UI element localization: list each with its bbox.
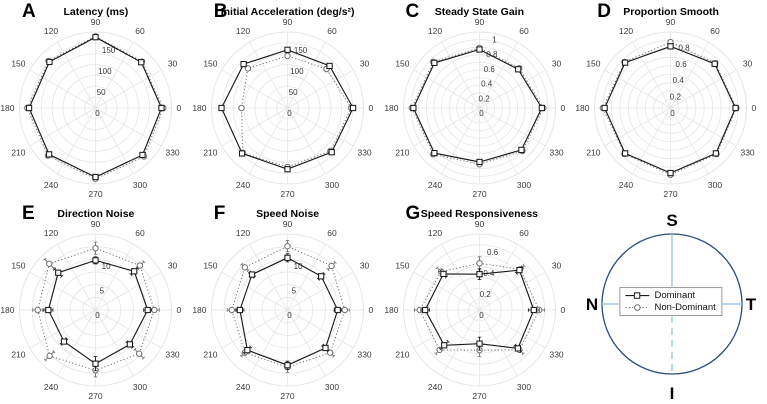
svg-text:270: 270 bbox=[280, 189, 295, 199]
svg-text:150: 150 bbox=[394, 260, 410, 271]
svg-text:150: 150 bbox=[101, 45, 116, 55]
svg-text:60: 60 bbox=[135, 227, 145, 238]
svg-text:240: 240 bbox=[427, 382, 442, 393]
svg-text:0.6: 0.6 bbox=[675, 59, 687, 69]
svg-text:0: 0 bbox=[95, 109, 100, 118]
svg-text:5: 5 bbox=[291, 286, 296, 296]
svg-text:240: 240 bbox=[619, 180, 634, 191]
dominant-line-square-icon bbox=[625, 291, 651, 300]
svg-text:330: 330 bbox=[165, 147, 180, 158]
panel-latency bbox=[0, 0, 192, 202]
svg-text:90: 90 bbox=[474, 17, 484, 27]
svg-text:1: 1 bbox=[491, 35, 497, 45]
svg-text:120: 120 bbox=[43, 25, 59, 36]
svg-text:270: 270 bbox=[663, 189, 678, 199]
panel-title: Direction Noise bbox=[57, 208, 135, 220]
radar-chart-direction-noise bbox=[0, 214, 191, 404]
svg-text:150: 150 bbox=[293, 45, 308, 55]
svg-text:240: 240 bbox=[43, 382, 59, 393]
panel-letter: E bbox=[22, 203, 35, 224]
svg-text:330: 330 bbox=[165, 349, 180, 360]
svg-text:330: 330 bbox=[548, 349, 564, 360]
svg-text:10: 10 bbox=[101, 261, 111, 271]
svg-text:330: 330 bbox=[740, 147, 755, 158]
svg-text:90: 90 bbox=[474, 219, 484, 229]
svg-text:90: 90 bbox=[90, 219, 101, 229]
panel-speed-responsiveness bbox=[384, 202, 576, 404]
svg-text:0: 0 bbox=[287, 311, 292, 320]
direction-label-nasal: N bbox=[586, 295, 599, 314]
svg-text:270: 270 bbox=[88, 189, 103, 199]
svg-text:30: 30 bbox=[359, 58, 370, 69]
svg-text:0.2: 0.2 bbox=[479, 289, 491, 299]
svg-text:210: 210 bbox=[203, 147, 218, 158]
svg-text:270: 270 bbox=[88, 391, 103, 401]
svg-text:300: 300 bbox=[516, 180, 531, 191]
svg-text:240: 240 bbox=[235, 180, 250, 191]
svg-text:240: 240 bbox=[427, 180, 442, 191]
svg-text:60: 60 bbox=[327, 227, 337, 238]
svg-text:30: 30 bbox=[551, 58, 561, 69]
radar-chart-speed-noise bbox=[192, 214, 383, 404]
svg-text:0: 0 bbox=[560, 103, 565, 113]
svg-text:30: 30 bbox=[167, 58, 178, 69]
legend-label: Dominant bbox=[654, 290, 696, 302]
svg-text:150: 150 bbox=[11, 58, 26, 69]
svg-text:150: 150 bbox=[203, 260, 218, 271]
svg-text:330: 330 bbox=[357, 349, 372, 360]
svg-text:180: 180 bbox=[383, 103, 398, 113]
legend-item-dominant bbox=[625, 290, 716, 301]
svg-text:60: 60 bbox=[710, 25, 720, 36]
svg-text:120: 120 bbox=[235, 227, 250, 238]
svg-text:5: 5 bbox=[99, 286, 105, 296]
svg-text:300: 300 bbox=[516, 382, 531, 393]
panel-letter: F bbox=[213, 203, 226, 224]
svg-text:90: 90 bbox=[282, 219, 292, 229]
svg-text:0.6: 0.6 bbox=[483, 64, 495, 74]
svg-text:180: 180 bbox=[192, 305, 207, 315]
panel-direction-noise bbox=[0, 202, 192, 404]
svg-text:100: 100 bbox=[289, 66, 304, 76]
svg-text:0.6: 0.6 bbox=[486, 247, 498, 257]
svg-text:150: 150 bbox=[586, 58, 601, 69]
svg-text:0: 0 bbox=[368, 305, 373, 315]
svg-text:0.2: 0.2 bbox=[478, 94, 490, 104]
svg-text:180: 180 bbox=[383, 305, 398, 315]
svg-text:300: 300 bbox=[324, 382, 339, 393]
svg-text:60: 60 bbox=[518, 25, 529, 36]
svg-text:120: 120 bbox=[427, 227, 442, 238]
panel-letter: C bbox=[405, 1, 420, 22]
svg-text:150: 150 bbox=[394, 58, 410, 69]
svg-text:30: 30 bbox=[551, 260, 561, 271]
svg-text:120: 120 bbox=[427, 25, 442, 36]
svg-text:0: 0 bbox=[287, 109, 292, 118]
svg-text:0.8: 0.8 bbox=[485, 50, 497, 60]
direction-label-superior: S bbox=[666, 211, 678, 230]
svg-text:0: 0 bbox=[478, 109, 484, 118]
svg-text:60: 60 bbox=[518, 227, 529, 238]
svg-text:300: 300 bbox=[324, 180, 339, 191]
radar-chart-proportion-smooth bbox=[575, 12, 766, 202]
svg-text:210: 210 bbox=[394, 349, 410, 360]
panel-title: Speed Noise bbox=[256, 208, 320, 220]
svg-text:30: 30 bbox=[359, 260, 370, 271]
svg-text:0.4: 0.4 bbox=[480, 79, 492, 89]
svg-text:0: 0 bbox=[368, 103, 373, 113]
svg-text:240: 240 bbox=[43, 180, 59, 191]
svg-text:0.4: 0.4 bbox=[482, 268, 494, 278]
svg-text:210: 210 bbox=[394, 147, 410, 158]
svg-text:210: 210 bbox=[203, 349, 218, 360]
svg-text:240: 240 bbox=[235, 382, 250, 393]
panel-proportion-smooth bbox=[575, 0, 767, 202]
series-legend bbox=[620, 287, 723, 316]
svg-text:180: 180 bbox=[0, 103, 15, 113]
svg-text:150: 150 bbox=[203, 58, 218, 69]
svg-text:0: 0 bbox=[478, 311, 484, 320]
svg-text:60: 60 bbox=[327, 25, 337, 36]
svg-text:0.4: 0.4 bbox=[672, 76, 685, 86]
svg-text:330: 330 bbox=[548, 147, 564, 158]
svg-text:270: 270 bbox=[471, 189, 487, 199]
svg-text:90: 90 bbox=[90, 17, 101, 27]
svg-text:50: 50 bbox=[96, 87, 106, 97]
svg-text:0: 0 bbox=[176, 305, 182, 315]
svg-text:90: 90 bbox=[666, 17, 676, 27]
panel-letter: A bbox=[22, 1, 36, 22]
panel-steady-state-gain bbox=[384, 0, 576, 202]
svg-text:100: 100 bbox=[98, 66, 112, 76]
svg-text:30: 30 bbox=[743, 58, 753, 69]
svg-text:330: 330 bbox=[357, 147, 372, 158]
svg-text:180: 180 bbox=[575, 103, 590, 113]
svg-text:0: 0 bbox=[670, 109, 675, 118]
svg-text:30: 30 bbox=[167, 260, 178, 271]
radar-chart-latency bbox=[0, 12, 191, 202]
svg-text:270: 270 bbox=[280, 391, 295, 401]
legend-label: Non-Dominant bbox=[654, 302, 716, 314]
panel-letter: D bbox=[597, 1, 611, 22]
panel-initial-acceleration bbox=[192, 0, 384, 202]
panel-title: Latency (ms) bbox=[63, 6, 129, 18]
panel-title: Proportion Smooth bbox=[623, 6, 719, 18]
svg-text:60: 60 bbox=[135, 25, 145, 36]
panel-letter: B bbox=[213, 1, 228, 22]
panel-speed-noise bbox=[192, 202, 384, 404]
svg-text:120: 120 bbox=[235, 25, 250, 36]
panel-title: Initial Acceleration (deg/s²) bbox=[220, 6, 355, 18]
svg-text:210: 210 bbox=[586, 147, 601, 158]
panel-title: Speed Responsiveness bbox=[420, 208, 539, 220]
svg-text:180: 180 bbox=[192, 103, 207, 113]
svg-text:210: 210 bbox=[11, 349, 26, 360]
svg-text:0: 0 bbox=[176, 103, 182, 113]
radar-chart-initial-acceleration bbox=[192, 12, 383, 202]
svg-text:210: 210 bbox=[11, 147, 26, 158]
radar-chart-speed-responsiveness bbox=[384, 214, 575, 404]
radar-chart-steady-state-gain bbox=[384, 12, 575, 202]
svg-text:0: 0 bbox=[751, 103, 757, 113]
svg-text:50: 50 bbox=[288, 87, 298, 97]
svg-text:180: 180 bbox=[0, 305, 15, 315]
svg-text:120: 120 bbox=[43, 227, 59, 238]
svg-text:0.2: 0.2 bbox=[670, 92, 682, 102]
svg-text:0: 0 bbox=[95, 311, 100, 320]
svg-text:120: 120 bbox=[619, 25, 634, 36]
panel-title: Steady State Gain bbox=[434, 6, 525, 18]
legend-item-non-dominant bbox=[625, 302, 716, 313]
svg-text:90: 90 bbox=[282, 17, 292, 27]
svg-text:300: 300 bbox=[132, 382, 148, 393]
direction-label-inferior: I bbox=[669, 384, 675, 403]
svg-text:0: 0 bbox=[560, 305, 565, 315]
svg-text:300: 300 bbox=[708, 180, 723, 191]
svg-text:10: 10 bbox=[293, 261, 303, 271]
panel-letter: G bbox=[405, 203, 421, 224]
direction-label-temporal: T bbox=[746, 295, 757, 314]
non-dominant-line-circle-icon bbox=[625, 303, 651, 312]
panel-direction-key bbox=[575, 202, 767, 404]
svg-text:150: 150 bbox=[11, 260, 26, 271]
svg-text:0.8: 0.8 bbox=[678, 43, 690, 53]
svg-text:300: 300 bbox=[132, 180, 148, 191]
svg-text:270: 270 bbox=[471, 391, 487, 401]
